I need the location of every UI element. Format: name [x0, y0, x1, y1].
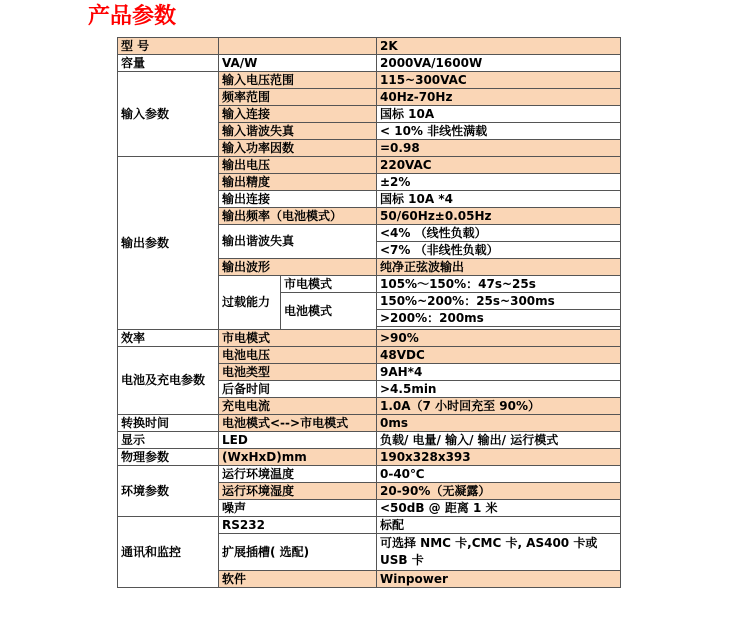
param-value: >200%：200ms	[377, 310, 621, 327]
output-group-label: 输出参数	[118, 157, 219, 330]
table-row	[118, 466, 621, 483]
param-name: 运行环境湿度	[219, 483, 377, 500]
param-value: 0ms	[377, 415, 621, 432]
param-value: 50/60Hz±0.05Hz	[377, 208, 621, 225]
table-row	[118, 330, 621, 347]
param-value: 115~300VAC	[377, 72, 621, 89]
param-value: >90%	[377, 330, 621, 347]
param-value: 标配	[377, 517, 621, 534]
comms-group-label: 通讯和监控	[118, 517, 219, 588]
table-row	[118, 157, 621, 174]
param-value: < 10% 非线性满载	[377, 123, 621, 140]
param-name: 输入连接	[219, 106, 377, 123]
model-label: 型 号	[118, 38, 219, 55]
param-name: (WxHxD)mm	[219, 449, 377, 466]
param-value: 国标 10A	[377, 106, 621, 123]
param-name: RS232	[219, 517, 377, 534]
capacity-label: 容量	[118, 55, 219, 72]
param-name: 电池类型	[219, 364, 377, 381]
table-row	[118, 415, 621, 432]
page-title: 产品参数	[88, 4, 177, 29]
param-value: 纯净正弦波输出	[377, 259, 621, 276]
table-header-row	[118, 38, 621, 55]
transfer-label: 转换时间	[118, 415, 219, 432]
param-name: 输入功率因数	[219, 140, 377, 157]
param-value: 0-40℃	[377, 466, 621, 483]
param-name: 输出精度	[219, 174, 377, 191]
param-value: 20-90%（无凝露）	[377, 483, 621, 500]
param-name: 输出谐波失真	[219, 225, 377, 259]
battery-group-label: 电池及充电参数	[118, 347, 219, 415]
param-name: 输出电压	[219, 157, 377, 174]
param-name: 充电电流	[219, 398, 377, 415]
param-name: 电池模式<-->市电模式	[219, 415, 377, 432]
param-value: <7% （非线性负载）	[377, 242, 621, 259]
param-value: <4% （线性负载）	[377, 225, 621, 242]
param-name: 频率范围	[219, 89, 377, 106]
param-name: 输入电压范围	[219, 72, 377, 89]
spec-table	[117, 37, 621, 588]
physical-label: 物理参数	[118, 449, 219, 466]
param-value: 150%~200%：25s~300ms	[377, 293, 621, 310]
param-name: 电池电压	[219, 347, 377, 364]
param-value: ±2%	[377, 174, 621, 191]
param-value: 190x328x393	[377, 449, 621, 466]
param-name: 后备时间	[219, 381, 377, 398]
efficiency-label: 效率	[118, 330, 219, 347]
param-name: 输出波形	[219, 259, 377, 276]
table-row	[118, 55, 621, 72]
overload-mode-battery: 电池模式	[281, 293, 377, 330]
param-value: 105%～150%：47s~25s	[377, 276, 621, 293]
param-name: 软件	[219, 571, 377, 588]
param-value: 48VDC	[377, 347, 621, 364]
table-row	[118, 347, 621, 364]
table-row	[118, 517, 621, 534]
param-name: 扩展插槽( 选配)	[219, 534, 377, 571]
overload-mode-mains: 市电模式	[281, 276, 377, 293]
table-row	[118, 449, 621, 466]
capacity-unit: VA/W	[219, 55, 377, 72]
param-value: 负载/ 电量/ 输入/ 输出/ 运行模式	[377, 432, 621, 449]
param-value: 40Hz-70Hz	[377, 89, 621, 106]
param-value: 9AH*4	[377, 364, 621, 381]
param-value: 1.0A（7 小时回充至 90%）	[377, 398, 621, 415]
display-label: 显示	[118, 432, 219, 449]
model-spacer	[219, 38, 377, 55]
param-name: 输出连接	[219, 191, 377, 208]
param-name: 输出频率（电池模式）	[219, 208, 377, 225]
param-name: 运行环境温度	[219, 466, 377, 483]
param-name: 市电模式	[219, 330, 377, 347]
table-row	[118, 72, 621, 89]
param-value: >4.5min	[377, 381, 621, 398]
param-value: 国标 10A *4	[377, 191, 621, 208]
param-value: 220VAC	[377, 157, 621, 174]
overload-label: 过载能力	[219, 276, 281, 330]
table-row	[118, 432, 621, 449]
param-name: 输入谐波失真	[219, 123, 377, 140]
param-value: 可选择 NMC 卡,CMC 卡, AS400 卡或 USB 卡	[377, 534, 621, 571]
param-name: 噪声	[219, 500, 377, 517]
input-group-label: 输入参数	[118, 72, 219, 157]
capacity-value: 2000VA/1600W	[377, 55, 621, 72]
param-value: Winpower	[377, 571, 621, 588]
environment-group-label: 环境参数	[118, 466, 219, 517]
model-value: 2K	[377, 38, 621, 55]
param-name: LED	[219, 432, 377, 449]
param-value: =0.98	[377, 140, 621, 157]
param-value: <50dB @ 距离 1 米	[377, 500, 621, 517]
